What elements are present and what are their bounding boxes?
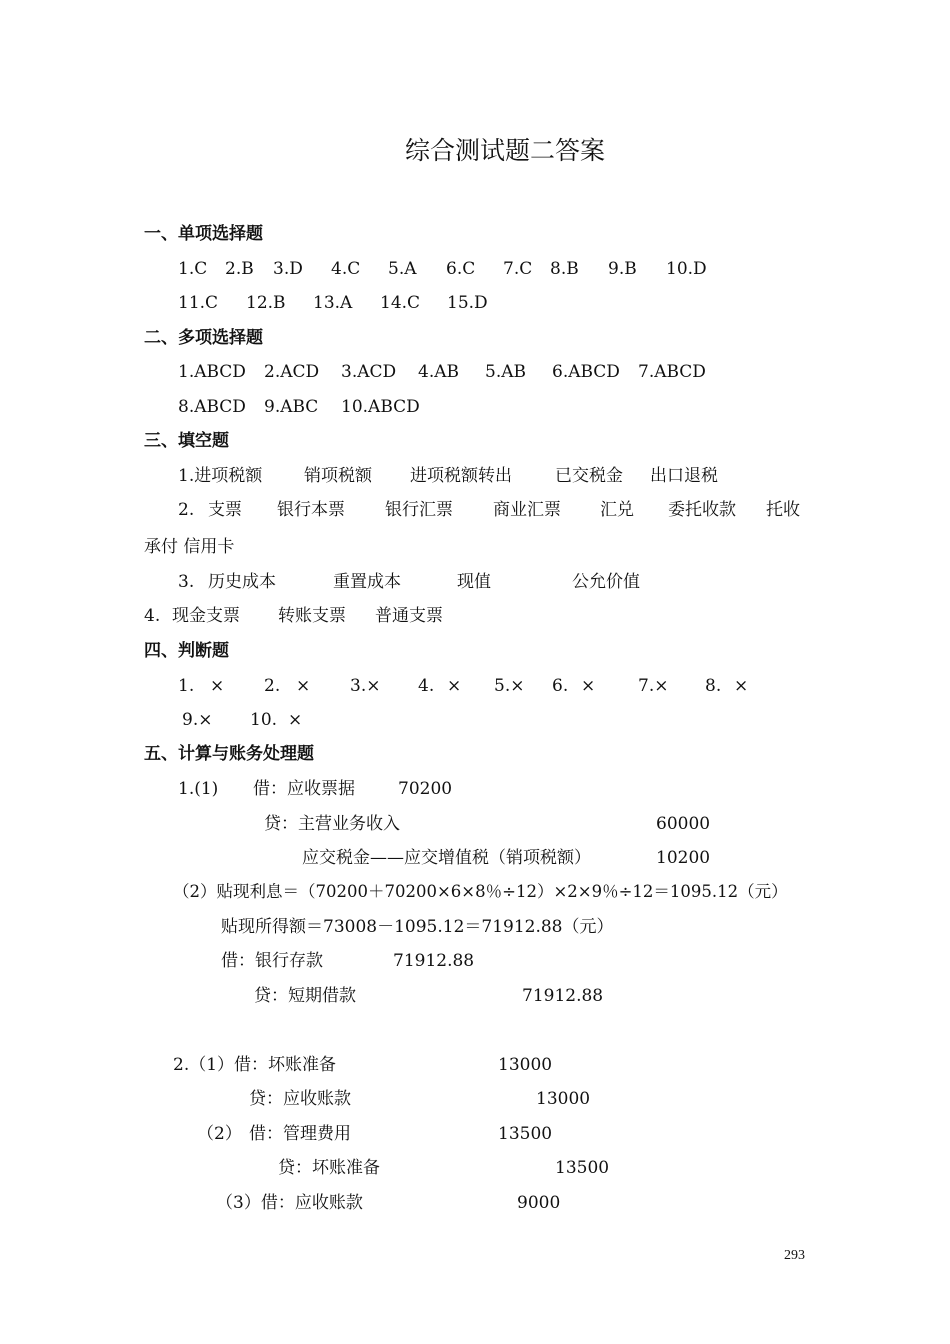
answer-item: 14.C [380, 293, 421, 313]
entry-text: 贷：主营业务收入 [264, 814, 400, 834]
formula-line: （2）贴现利息＝（70200＋70200×6×8％÷12）×2×9％÷12＝1095.12（元） [173, 882, 788, 901]
section-heading-calculation: 五、计算与账务处理题 [144, 744, 314, 764]
answer-item: 已交税金 [555, 466, 623, 486]
entry-text: 借：应收票据 [253, 779, 355, 799]
answer-item: 8.B [550, 259, 579, 279]
page-number: 293 [784, 1248, 805, 1263]
answer-item: 3.D [273, 259, 303, 279]
answer-item: 7.× [638, 676, 669, 696]
answer-item: 银行本票 [277, 500, 345, 520]
entry-amount: 13500 [555, 1158, 610, 1178]
entry-label: （2） [197, 1124, 242, 1144]
entry-amount: 10200 [656, 848, 711, 868]
answer-item: 8. [705, 676, 722, 696]
answer-item: 2.ACD [264, 362, 320, 382]
answer-item: 4. [418, 676, 435, 696]
section-heading-single-choice: 一、单项选择题 [144, 224, 263, 244]
answer-item: 汇兑 [600, 500, 634, 520]
answer-item: 1.C [178, 259, 208, 279]
answer-item: 3.ACD [341, 362, 397, 382]
answer-item: 2. [178, 500, 195, 520]
entry-label: 1.(1) [178, 779, 219, 799]
answer-item: 支票 [208, 500, 242, 520]
answer-item: × [581, 676, 596, 696]
entry-text: 贷：短期借款 [254, 986, 356, 1006]
answer-item: 1.进项税额 [178, 466, 263, 486]
answer-item: 11.C [178, 293, 219, 313]
answer-item: 8.ABCD [178, 397, 246, 417]
entry-amount: 60000 [656, 814, 711, 834]
section-heading-multiple-choice: 二、多项选择题 [144, 328, 263, 348]
answer-item: 出口退税 [650, 466, 718, 486]
answer-item: × [288, 710, 303, 730]
answer-item: 2. [264, 676, 281, 696]
answer-item: 10. [250, 710, 278, 730]
answer-item: 6.ABCD [552, 362, 620, 382]
entry-amount: 13000 [536, 1089, 591, 1109]
answer-item: 9.B [608, 259, 637, 279]
answer-item: 5.AB [485, 362, 526, 382]
answer-item: 9.× [182, 710, 213, 730]
answer-item: 5.× [494, 676, 525, 696]
answer-item: 5.A [388, 259, 417, 279]
answer-item: 10.ABCD [341, 397, 420, 417]
answer-item: × [296, 676, 311, 696]
answer-item: 4. [144, 606, 161, 626]
answer-item: 商业汇票 [493, 500, 561, 520]
answer-item: × [210, 676, 225, 696]
answer-item: × [734, 676, 749, 696]
answer-item: 7.C [503, 259, 533, 279]
section-heading-fill-blank: 三、填空题 [144, 431, 229, 451]
answer-item: 普通支票 [375, 606, 443, 626]
answer-item: 12.B [246, 293, 286, 313]
entry-text: 2.（1）借：坏账准备 [173, 1055, 337, 1075]
answer-item: 9.ABC [264, 397, 319, 417]
entry-text: 借：管理费用 [249, 1124, 351, 1144]
answer-item: 现金支票 [172, 606, 240, 626]
entry-text: 贷：应收账款 [249, 1089, 351, 1109]
entry-amount: 13000 [498, 1055, 553, 1075]
answer-item: 3.× [350, 676, 381, 696]
answer-item: 承付 信用卡 [144, 537, 235, 557]
answer-item: 6. [552, 676, 569, 696]
answer-item: 委托收款 [668, 500, 736, 520]
answer-item: 进项税额转出 [410, 466, 512, 486]
answer-item: 6.C [446, 259, 476, 279]
entry-text: 贷：坏账准备 [278, 1158, 380, 1178]
entry-amount: 71912.88 [522, 986, 604, 1006]
answer-item: 转账支票 [278, 606, 346, 626]
answer-item: 销项税额 [304, 466, 372, 486]
answer-item: 10.D [666, 259, 707, 279]
entry-amount: 70200 [398, 779, 453, 799]
entry-text: （3）借：应收账款 [216, 1193, 363, 1213]
answer-item: 13.A [313, 293, 353, 313]
answer-item: 2.B [225, 259, 254, 279]
answer-item: 3. [178, 572, 195, 592]
answer-item: × [447, 676, 462, 696]
page-title: 综合测试题二答案 [404, 136, 605, 165]
answer-item: 重置成本 [333, 572, 401, 592]
answer-item: 15.D [447, 293, 488, 313]
section-heading-true-false: 四、判断题 [144, 641, 229, 661]
entry-amount: 9000 [517, 1193, 561, 1213]
answer-item: 7.ABCD [638, 362, 706, 382]
answer-item: 历史成本 [208, 572, 276, 592]
entry-text: 应交税金——应交增值税（销项税额） [302, 848, 591, 868]
answer-item: 1. [178, 676, 195, 696]
answer-item: 1.ABCD [178, 362, 246, 382]
answer-item: 托收 [766, 500, 800, 520]
formula-line: 贴现所得额＝73008－1095.12＝71912.88（元） [221, 917, 614, 937]
answer-item: 4.C [331, 259, 361, 279]
answer-item: 公允价值 [572, 572, 640, 592]
answer-item: 银行汇票 [385, 500, 453, 520]
answer-item: 4.AB [418, 362, 459, 382]
entry-amount: 13500 [498, 1124, 553, 1144]
answer-item: 现值 [457, 572, 491, 592]
entry-text: 借：银行存款 [221, 951, 323, 971]
entry-amount: 71912.88 [393, 951, 475, 971]
